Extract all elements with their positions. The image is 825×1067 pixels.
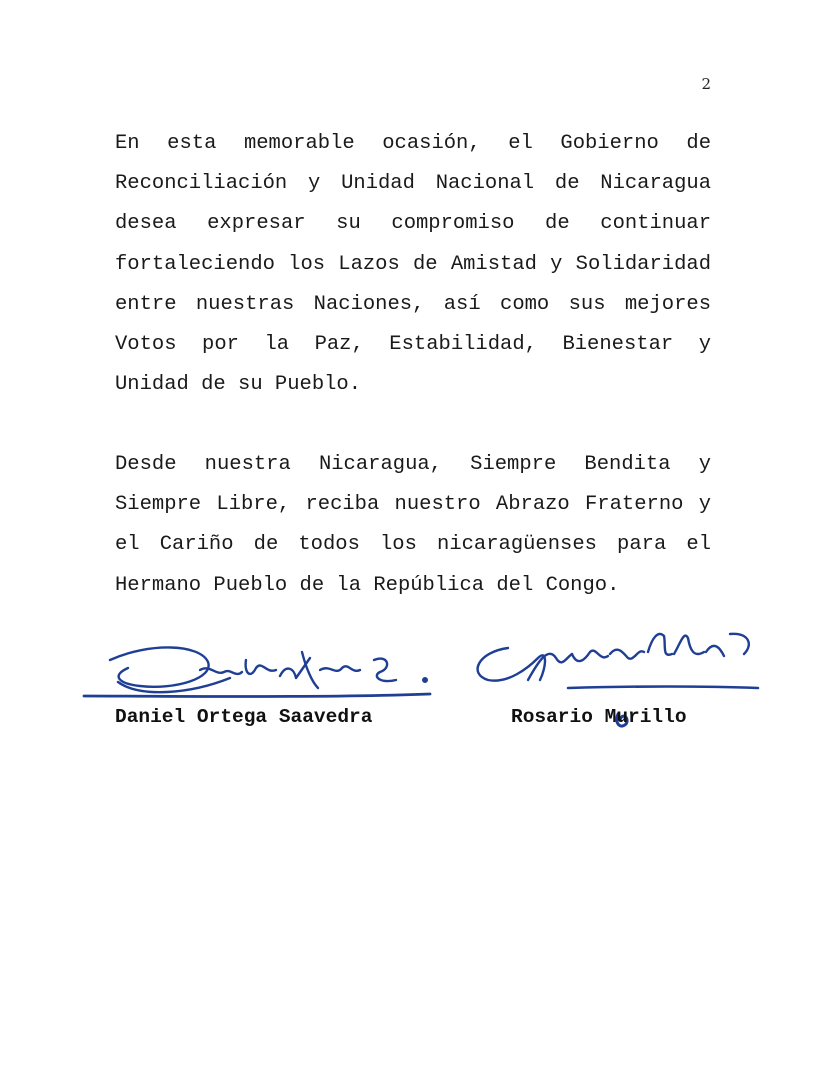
signature-daniel-ortega — [80, 638, 440, 708]
body-paragraph-2: Desde nuestra Nicaragua, Siempre Bendita y Siempre Libre, reciba nuestro Abrazo Fraterno y el Cariño de todos los nicaragüenses para el Hermano Pueblo de la República del Congo. — [115, 453, 711, 597]
body-paragraph-1: En esta memorable ocasión, el Gobierno de Reconciliación y Unidad Nacional de Nicaragua desea expresar su compromiso de continuar fortaleciendo los Lazos de Amistad y Solidaridad entre nuestras Naciones, así como sus mejores Votos por la Paz, Estabilidad, Bienestar y Unidad de su Pueblo. — [115, 132, 711, 397]
page-number: 2 — [701, 75, 711, 93]
signatory-name-daniel-ortega: Daniel Ortega Saavedra — [115, 706, 373, 728]
signatory-name-rosario-murillo: Rosario Murillo — [511, 706, 687, 728]
